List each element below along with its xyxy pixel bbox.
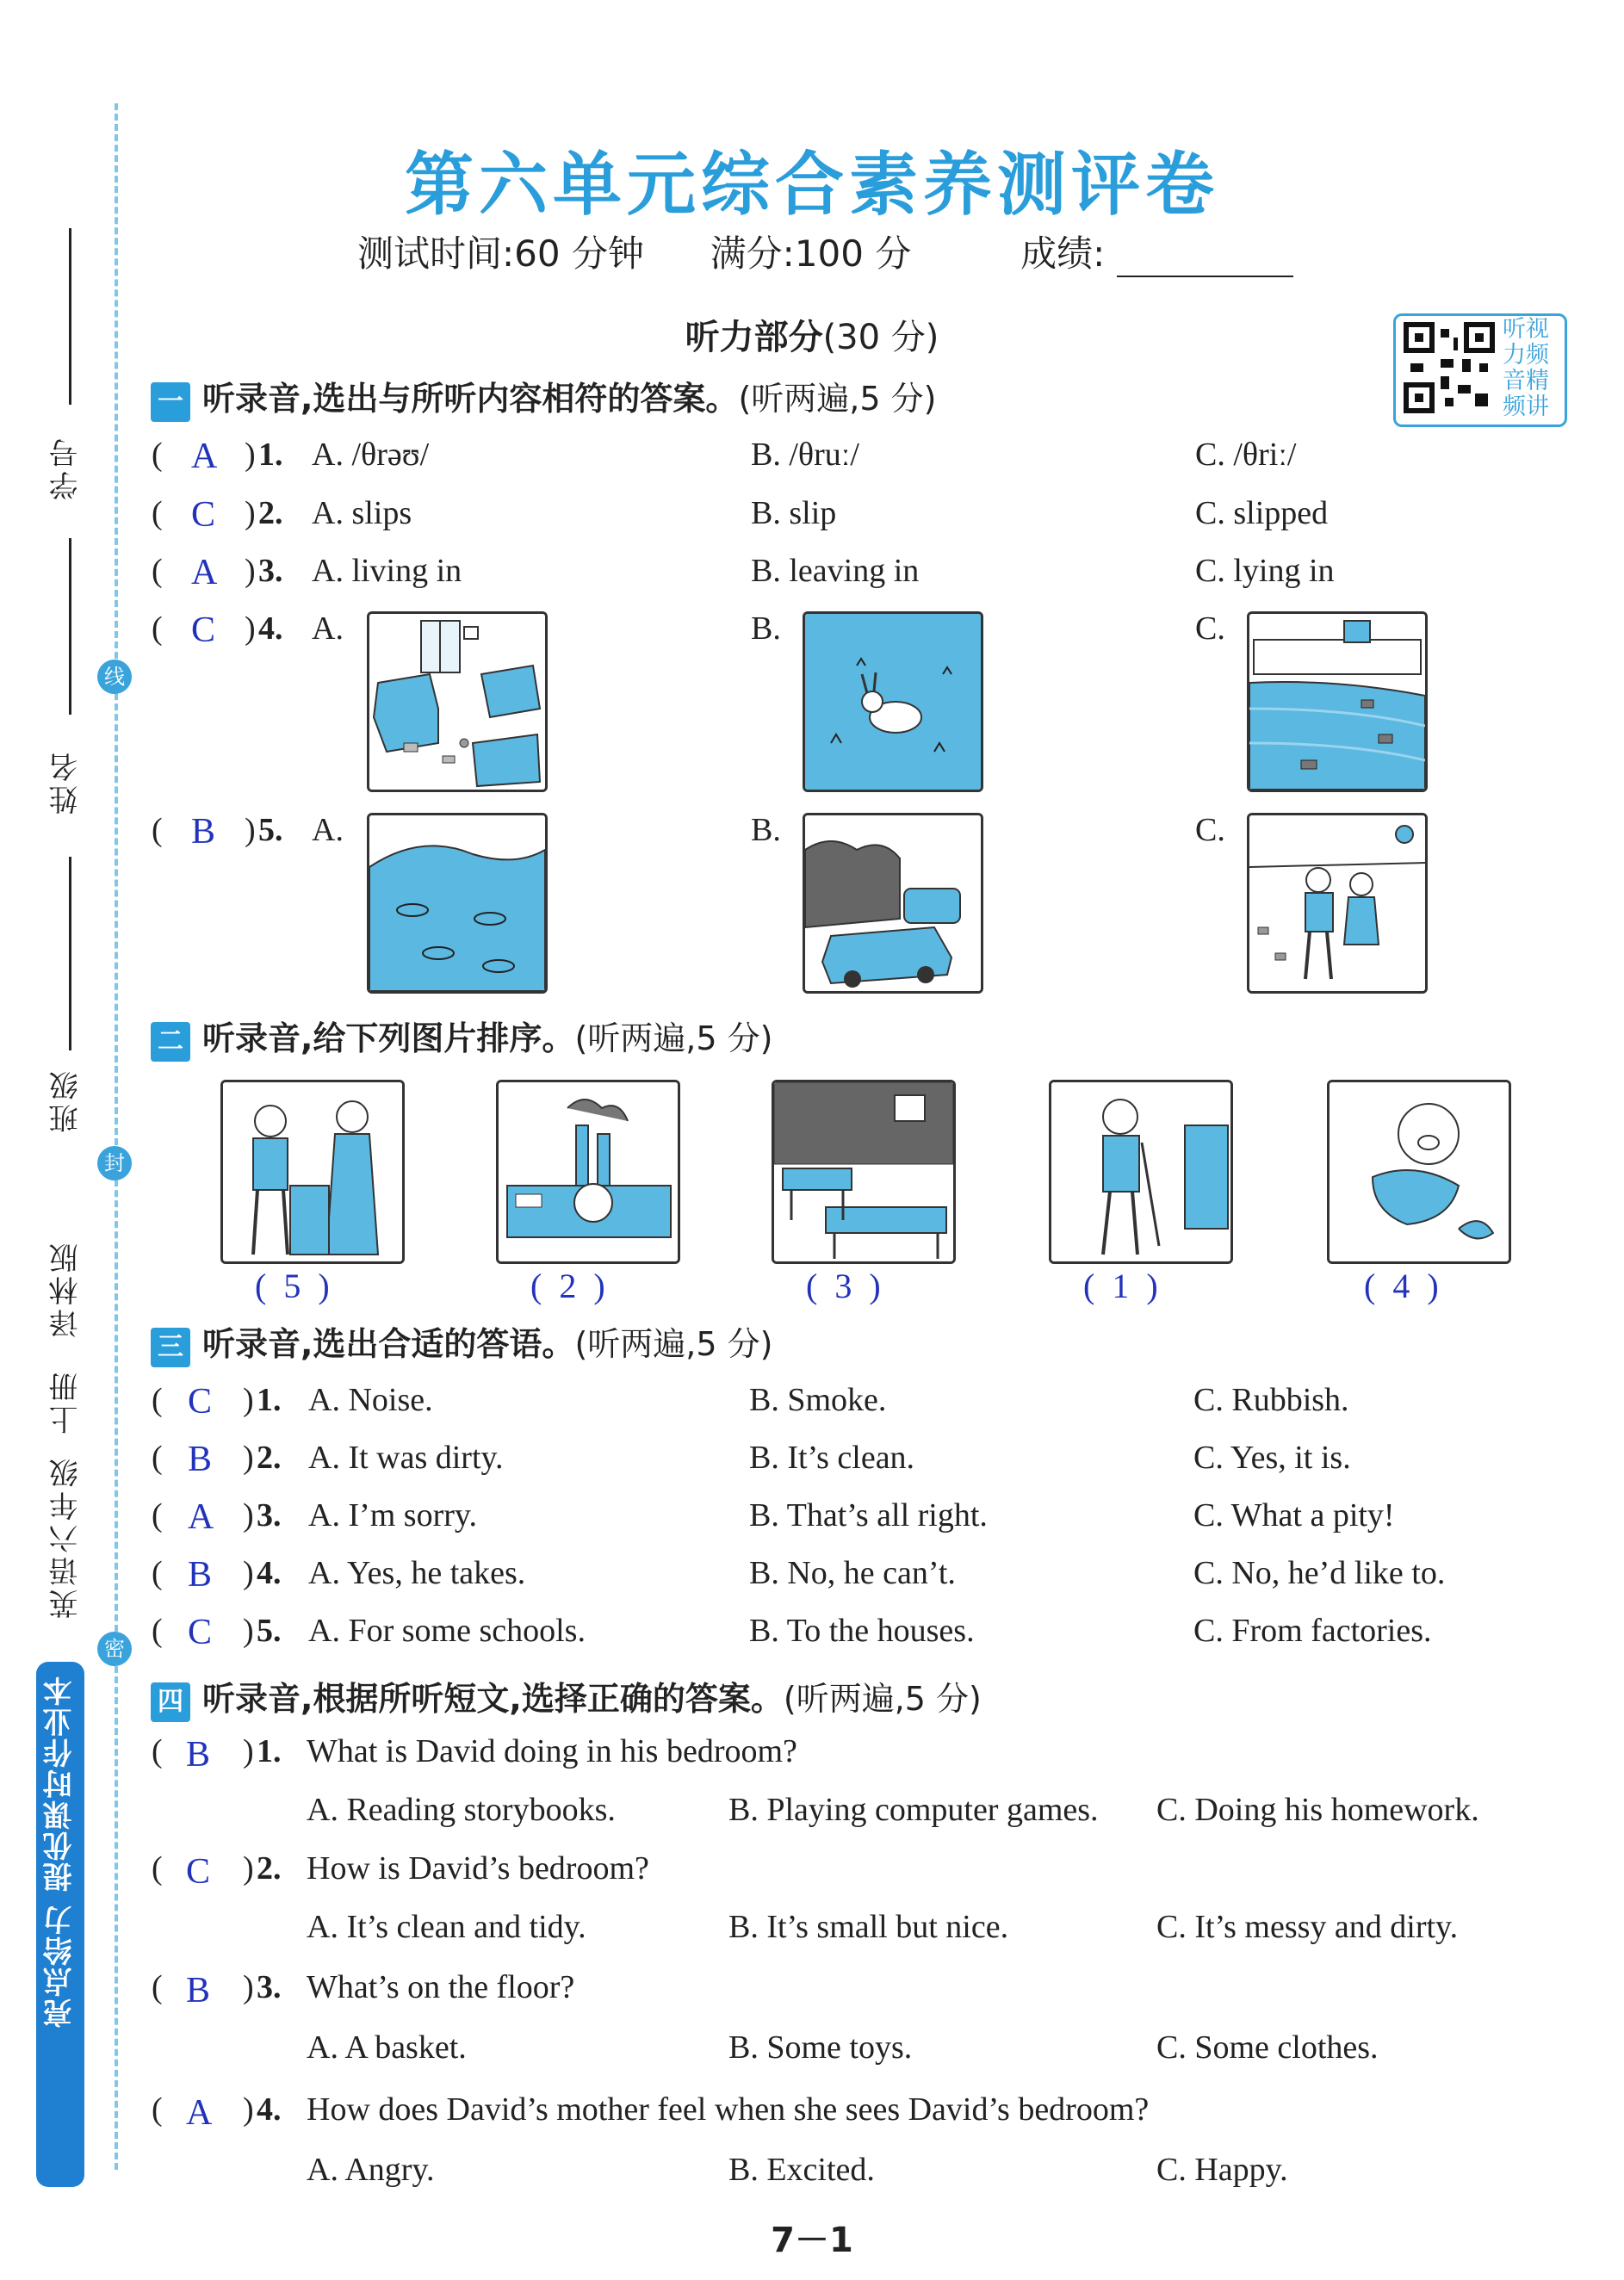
s4-q4-answer[interactable]: A xyxy=(186,2093,213,2133)
s1-q2: 2. xyxy=(258,495,283,531)
s4-q1-option-a[interactable]: A. Reading storybooks. xyxy=(307,1792,616,1828)
s4-q3-answer[interactable]: B xyxy=(186,1971,211,2010)
s4-q1-option-b[interactable]: B. Playing computer games. xyxy=(728,1792,1099,1828)
s2-order-2-value: 2 xyxy=(559,1267,577,1305)
edition-label: 译林版 xyxy=(49,1240,84,1338)
s4-q2-option-a[interactable]: A. It’s clean and tidy. xyxy=(307,1909,586,1945)
s1-q3-option-b[interactable]: B. leaving in xyxy=(751,553,920,589)
s3-q5-answer[interactable]: C xyxy=(188,1613,213,1652)
s1-q5-option-c[interactable]: C. xyxy=(1195,812,1225,848)
s4-q3-option-a[interactable]: A. A basket. xyxy=(307,2029,467,2066)
s1-q4-picture-messy-room[interactable] xyxy=(367,611,548,792)
s3-q3-option-c[interactable]: C. What a pity! xyxy=(1193,1497,1395,1533)
seal-mark-seal: 封 xyxy=(97,1146,132,1180)
s1-q1: 1. xyxy=(258,437,283,473)
section-3-note: (听两遍,5 分) xyxy=(574,1325,773,1363)
section-2-header xyxy=(151,1012,772,1062)
s3-q5-option-b[interactable]: B. To the houses. xyxy=(749,1613,975,1649)
section-1-title: 听录音,选出与所听内容相符的答案。 xyxy=(202,380,739,418)
section-4-note: (听两遍,5 分) xyxy=(783,1680,982,1718)
s1-q1-answer[interactable]: A xyxy=(191,437,218,476)
field-student-number: 学号 xyxy=(49,435,84,500)
section-2-number: 二 xyxy=(151,1022,190,1062)
s4-q4-option-a[interactable]: A. Angry. xyxy=(307,2152,435,2188)
seal-mark-secret: 密 xyxy=(97,1632,132,1666)
grade-label-text: 成绩: xyxy=(1020,232,1106,275)
s4-q1-option-c[interactable]: C. Doing his homework. xyxy=(1156,1792,1479,1828)
volume-label: 上册 xyxy=(49,1369,84,1434)
section-3-number: 三 xyxy=(151,1328,190,1367)
s1-q4-picture-rubbish-track[interactable] xyxy=(1247,611,1428,792)
s1-q4-option-c[interactable]: C. xyxy=(1195,610,1225,647)
s3-q2-answer[interactable]: B xyxy=(188,1440,213,1479)
s3-q3: 3. xyxy=(257,1497,282,1533)
s2-order-5-value: 4 xyxy=(1392,1267,1410,1305)
s2-order-1-value: 5 xyxy=(283,1267,301,1305)
grade-label: 英语六年级 xyxy=(49,1455,84,1619)
s4-q3-question: What’s on the floor? xyxy=(307,1969,575,2005)
s4-q2-question: How is David’s bedroom? xyxy=(307,1850,649,1887)
s2-picture-1-people-bin[interactable] xyxy=(220,1080,405,1264)
s3-q1-option-c[interactable]: C. Rubbish. xyxy=(1193,1382,1349,1418)
qr-code-icon[interactable] xyxy=(1402,320,1497,415)
s2-picture-2-factory[interactable] xyxy=(496,1080,680,1264)
page-number: 7－1 xyxy=(771,2221,853,2260)
s3-q1-option-b[interactable]: B. Smoke. xyxy=(749,1382,887,1418)
qr-label: 听视 力频 音精 频讲 xyxy=(1503,316,1549,420)
time-label: 测试时间:60 分钟 xyxy=(357,232,644,275)
s2-order-4[interactable]: ( 1 ) xyxy=(1083,1267,1158,1305)
s1-q5-picture-people-littering[interactable] xyxy=(1247,813,1428,994)
section-1-header xyxy=(151,372,936,422)
brand-text: 亮点给力 提优课时作业本 xyxy=(43,1675,77,2028)
s1-q4-option-a[interactable]: A. xyxy=(312,610,344,647)
listening-title-text: 听力部分 xyxy=(685,318,823,357)
s4-q4-option-c[interactable]: C. Happy. xyxy=(1156,2152,1288,2188)
s1-q1-option-c[interactable]: C. /θriː/ xyxy=(1195,437,1297,473)
field-line-2 xyxy=(69,538,71,715)
s1-q4-answer[interactable]: C xyxy=(191,610,216,650)
s2-picture-3-classroom[interactable] xyxy=(772,1080,956,1264)
section-1-note: (听两遍,5 分) xyxy=(738,380,937,418)
s1-q4-option-b[interactable]: B. xyxy=(751,610,781,647)
s1-q1-option-a[interactable]: A. /θrəʊ/ xyxy=(312,437,430,473)
s4-q1-question: What is David doing in his bedroom? xyxy=(307,1733,797,1769)
s4-q2: 2. xyxy=(257,1850,282,1887)
s1-q3-answer[interactable]: A xyxy=(191,553,218,592)
s2-order-1[interactable]: ( 5 ) xyxy=(255,1267,330,1305)
s3-q4: 4. xyxy=(257,1555,282,1591)
s4-q2-answer[interactable]: C xyxy=(186,1852,211,1892)
s4-q4: 4. xyxy=(257,2091,282,2128)
s1-q4: 4. xyxy=(258,610,283,647)
s1-q2-option-a[interactable]: A. slips xyxy=(312,495,412,531)
s1-q5-option-a[interactable]: A. xyxy=(312,812,344,848)
s4-q1: 1. xyxy=(257,1733,282,1769)
field-name: 姓名 xyxy=(49,749,84,815)
s3-q5: 5. xyxy=(257,1613,282,1649)
s1-q2-option-b[interactable]: B. slip xyxy=(751,495,837,531)
seal-mark-line: 线 xyxy=(97,660,132,694)
s3-q2-option-b[interactable]: B. It’s clean. xyxy=(749,1440,915,1476)
listening-points: (30 分) xyxy=(822,318,939,357)
s1-q3-option-c[interactable]: C. lying in xyxy=(1195,553,1335,589)
listening-part-title xyxy=(0,310,1624,359)
section-3-header xyxy=(151,1317,772,1367)
s3-q5-option-c[interactable]: C. From factories. xyxy=(1193,1613,1432,1649)
s1-q2-option-c[interactable]: C. slipped xyxy=(1195,495,1329,531)
s3-q4-answer[interactable]: B xyxy=(188,1555,213,1595)
s4-q2-option-c[interactable]: C. It’s messy and dirty. xyxy=(1156,1909,1459,1945)
test-info xyxy=(357,226,1293,277)
s4-q3-option-b[interactable]: B. Some toys. xyxy=(728,2029,913,2066)
s4-q1-answer[interactable]: B xyxy=(186,1735,211,1775)
s2-picture-4-boy-sweeping[interactable] xyxy=(1049,1080,1233,1264)
s2-order-3-value: 3 xyxy=(834,1267,852,1305)
s1-q3-option-a[interactable]: A. living in xyxy=(312,553,462,589)
s3-q1-option-a[interactable]: A. Noise. xyxy=(308,1382,433,1418)
section-4-number: 四 xyxy=(151,1682,190,1722)
s4-q4-option-b[interactable]: B. Excited. xyxy=(728,2152,875,2188)
s2-order-4-value: 1 xyxy=(1112,1267,1130,1305)
s2-order-3[interactable]: ( 3 ) xyxy=(806,1267,881,1305)
s1-q1-option-b[interactable]: B. /θruː/ xyxy=(751,437,859,473)
s1-q5: 5. xyxy=(258,812,283,848)
field-line-3 xyxy=(69,857,71,1050)
s4-q4-question: How does David’s mother feel when she sees David’s bedroom? xyxy=(307,2091,1150,2128)
s3-q3-answer[interactable]: A xyxy=(188,1497,214,1537)
section-3-title: 听录音,选出合适的答语。 xyxy=(202,1325,575,1363)
s2-picture-5-cartoon-pig[interactable] xyxy=(1327,1080,1511,1264)
s4-q2-option-b[interactable]: B. It’s small but nice. xyxy=(728,1909,1009,1945)
grade-blank[interactable] xyxy=(1117,241,1293,277)
s3-q1-answer[interactable]: C xyxy=(188,1382,213,1422)
s1-q5-answer[interactable]: B xyxy=(191,812,216,852)
s3-q1: 1. xyxy=(257,1382,282,1418)
section-2-note: (听两遍,5 分) xyxy=(574,1019,773,1057)
s3-q4-option-c[interactable]: C. No, he’d like to. xyxy=(1193,1555,1446,1591)
s3-q2-option-c[interactable]: C. Yes, it is. xyxy=(1193,1440,1351,1476)
s1-q4-picture-rabbit-grass[interactable] xyxy=(803,611,983,792)
s1-q5-option-b[interactable]: B. xyxy=(751,812,781,848)
field-class: 班级 xyxy=(49,1068,84,1133)
s4-q3-option-c[interactable]: C. Some clothes. xyxy=(1156,2029,1379,2066)
s3-q4-option-a[interactable]: A. Yes, he takes. xyxy=(308,1555,526,1591)
s2-order-2[interactable]: ( 2 ) xyxy=(530,1267,605,1305)
s3-q5-option-a[interactable]: A. For some schools. xyxy=(308,1613,586,1649)
s4-q3: 3. xyxy=(257,1969,282,2005)
s2-order-5[interactable]: ( 4 ) xyxy=(1364,1267,1439,1305)
page-title: 第六单元综合素养测评卷 xyxy=(405,145,1219,225)
section-4-header xyxy=(151,1672,982,1722)
s1-q2-answer[interactable]: C xyxy=(191,495,216,535)
s3-q3-option-b[interactable]: B. That’s all right. xyxy=(749,1497,988,1533)
section-1-number: 一 xyxy=(151,382,190,422)
s3-q3-option-a[interactable]: A. I’m sorry. xyxy=(308,1497,477,1533)
section-2-title: 听录音,给下列图片排序。 xyxy=(202,1019,575,1057)
section-4-title: 听录音,根据所听短文,选择正确的答案。 xyxy=(202,1680,784,1718)
score-label: 满分:100 分 xyxy=(710,232,912,275)
s3-q4-option-b[interactable]: B. No, he can’t. xyxy=(749,1555,956,1591)
s3-q2-option-a[interactable]: A. It was dirty. xyxy=(308,1440,504,1476)
s3-q2: 2. xyxy=(257,1440,282,1476)
s1-q5-picture-car-smoke[interactable] xyxy=(803,813,983,994)
s1-q3: 3. xyxy=(258,553,283,589)
s1-q5-picture-fish-river[interactable] xyxy=(367,813,548,994)
binding-dashed-line xyxy=(115,103,118,2170)
